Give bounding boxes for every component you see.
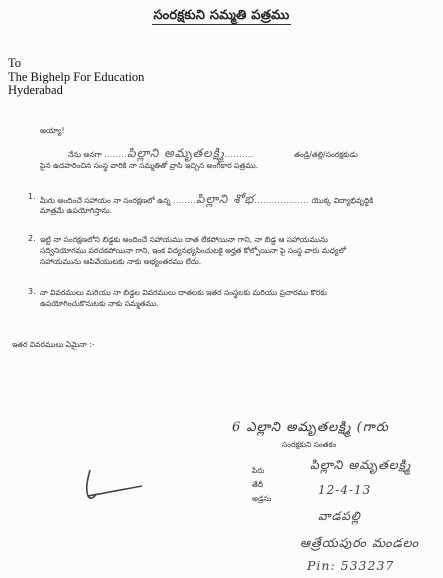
guardian-signature-handwritten: 6 ఎల్లాని అమృతలక్ష్మి (గారు (232, 420, 389, 435)
item-2-paragraph (40, 234, 435, 267)
item-3-paragraph (40, 287, 435, 309)
recipient-organization: The Bighelp For Education (8, 69, 145, 84)
item-1-handwritten-name: పిల్లాని శోభ (196, 192, 255, 206)
intro-dots-1: ........ (104, 150, 128, 159)
date-label: తేదీ (252, 480, 264, 489)
item-2-line-3: సహాయమును ఆపివేయుటకు నాకు అభ్యంతరము లేదు. (40, 257, 202, 266)
item-1-suffix: యొక్క విద్యాభివృద్ధికి (311, 196, 374, 205)
intro-line-2: పైన ఉదహరించిన సంస్థ వారికి నా సమ్మతితో వ్రాసి ఇచ్చిన అంగీకార పత్రము. (40, 161, 259, 170)
item-2-line-2: సద్వినియోగము పరచకపోయినా గాని, ఇంక విద్యనభ్యసించుటకై అర్హత కోల్పోయినా పై సంస్థ వారు మధ్యలో (40, 246, 347, 255)
guardian-signature-caption: సంరక్షకుని సంతకం (282, 440, 337, 449)
address-line-2-handwritten: ఆత్రేయపురం మండలం (300, 535, 419, 550)
intro-handwritten-name: పిల్లాని అమృతలక్ష్మి (127, 146, 225, 160)
salutation: అయ్యా! (40, 126, 65, 135)
address-line-3-handwritten: Pin: 533237 (307, 558, 395, 573)
recipient-to: To (8, 56, 22, 70)
item-3-line-2: ఉపయోగించుకొనుటకు నాకు సమ్మతము. (40, 299, 159, 308)
intro-prefix: నేను అనగా (68, 150, 102, 159)
item-1-dots-2: ................... (254, 196, 310, 205)
item-1-dots-1: ........ (172, 196, 197, 205)
address-line-1-handwritten: వాడపల్లి (318, 509, 361, 523)
name-value-handwritten: పిల్లాని అమృతలక్ష్మి (310, 457, 412, 472)
intro-dots-2: .......... (224, 150, 254, 159)
recipient-address (8, 57, 144, 98)
document-title-text: సంరక్షకుని సమ్మతి పత్రము (153, 8, 290, 23)
item-3-number: 3. (28, 287, 36, 296)
item-2-number: 2. (28, 234, 36, 243)
document-title (0, 8, 443, 26)
other-details-label: ఇతర వివరములు ఏమైనా :- (12, 340, 95, 349)
item-1-line-2: మాత్రమే ఉపయోగిస్తాను. (40, 206, 112, 215)
address-label: అడ్రసు (252, 494, 272, 503)
item-1-prefix: మీరు అందించే సహాయం నా సంరక్షణలో ఉన్న (40, 196, 171, 205)
item-1-number: 1. (28, 192, 36, 201)
item-2-line-1: ఇట్టి నా సంరక్షణలోని బిడ్డకు అందించే సహాయము దాత లేకపోయినా గాని, నా బిడ్డ ఆ సహాయమును (40, 235, 328, 244)
intro-relation: తండ్రి/తల్లి/సంరక్షకుడు (294, 150, 358, 159)
recipient-city: Hyderabad (8, 83, 63, 97)
date-value-handwritten: 12-4-13 (318, 483, 372, 497)
name-label: పేరు (252, 466, 265, 475)
item-3-line-1: నా వివరములు మరియు నా బిడ్డల వివరములు దాతలకు ఇతర సంస్థలకు మరియు ప్రచారము కొరకు (40, 288, 327, 297)
signature-mark-icon (80, 466, 150, 506)
